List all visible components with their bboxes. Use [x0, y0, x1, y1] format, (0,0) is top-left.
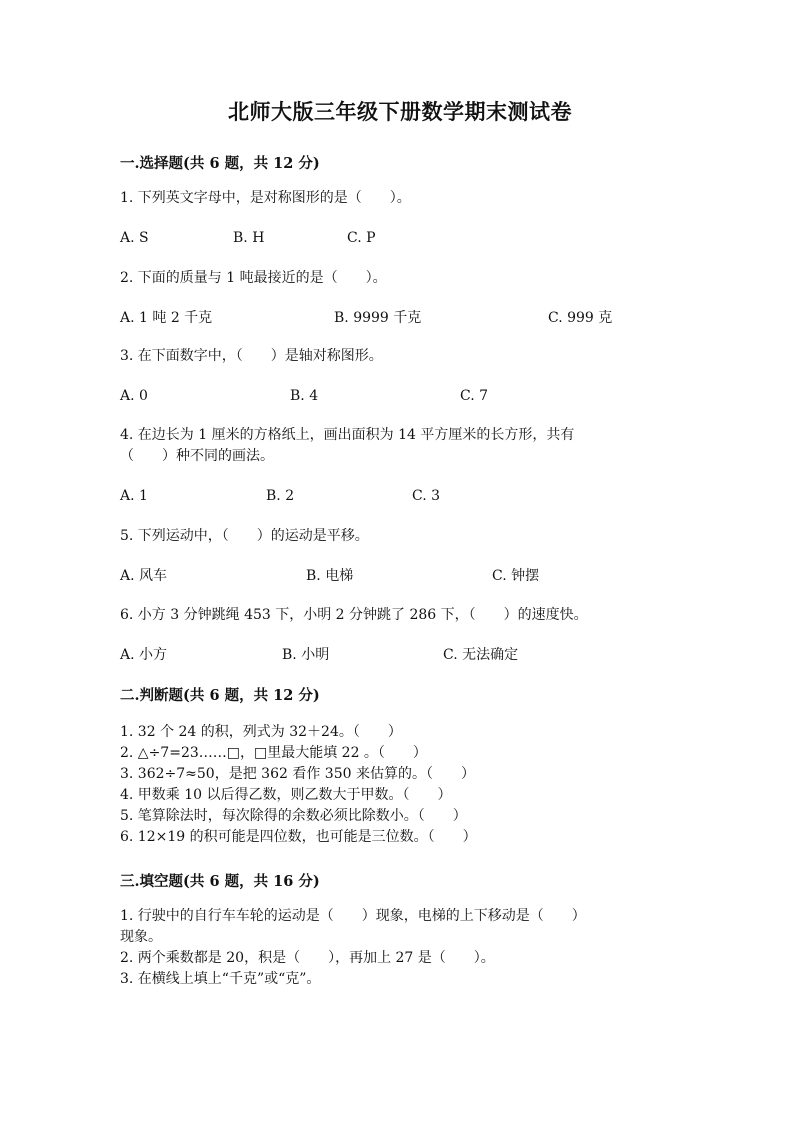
judgement-item-1: 1. 32 个 24 的积，列式为 32＋24。（ ）: [120, 724, 402, 740]
question-2-option-b: B. 9999 千克: [334, 310, 422, 326]
question-5-option-a: A. 风车: [120, 568, 168, 584]
page-title: 北师大版三年级下册数学期末测试卷: [228, 99, 572, 124]
question-4-option-b: B. 2: [266, 488, 295, 504]
question-3-option-a: A. 0: [120, 388, 148, 404]
question-4-line-2: （ ）种不同的画法。: [120, 448, 274, 464]
question-5: 5. 下列运动中，（ ）的运动是平移。: [120, 528, 369, 544]
question-3-option-c: C. 7: [460, 388, 489, 404]
question-1-option-c: C. P: [347, 230, 376, 246]
fill-in-line-3: 2. 两个乘数都是 20，积是（ ），再加上 27 是（ ）。: [120, 950, 495, 966]
judgement-item-5: 5. 笔算除法时，每次除得的余数必须比除数小。（ ）: [120, 808, 467, 824]
question-6-option-b: B. 小明: [282, 647, 330, 663]
question-1-option-b: B. H: [233, 230, 265, 246]
question-4-option-a: A. 1: [120, 488, 148, 504]
question-3: 3. 在下面数字中，（ ）是轴对称图形。: [120, 348, 383, 364]
question-1-option-a: A. S: [120, 230, 149, 246]
judgement-item-6: 6. 12×19 的积可能是四位数，也可能是三位数。（ ）: [120, 829, 477, 845]
fill-in-line-4: 3. 在横线上填上“千克”或“克”。: [120, 971, 321, 987]
question-6-option-c: C. 无法确定: [443, 647, 519, 663]
question-3-option-b: B. 4: [290, 388, 319, 404]
question-4-option-c: C. 3: [412, 488, 441, 504]
section-heading-true-false: 二.判断题(共 6 题，共 12 分): [120, 687, 320, 704]
fill-in-line-1: 1. 行驶中的自行车车轮的运动是（ ）现象，电梯的上下移动是（ ）: [120, 908, 586, 924]
question-1: 1. 下列英文字母中，是对称图形的是（ ）。: [120, 190, 411, 206]
question-2-option-c: C. 999 克: [548, 310, 613, 326]
question-6-option-a: A. 小方: [120, 647, 168, 663]
section-heading-fill-in: 三.填空题(共 6 题，共 16 分): [120, 873, 320, 890]
judgement-item-4: 4. 甲数乘 10 以后得乙数，则乙数大于甲数。（ ）: [120, 787, 452, 803]
judgement-item-2: 2. △÷7=23……□，□里最大能填 22 。（ ）: [120, 745, 427, 761]
question-5-option-c: C. 钟摆: [492, 568, 540, 584]
question-4-line-1: 4. 在边长为 1 厘米的方格纸上，画出面积为 14 平方厘米的长方形，共有: [120, 427, 575, 443]
question-2: 2. 下面的质量与 1 吨最接近的是（ ）。: [120, 270, 387, 286]
question-2-option-a: A. 1 吨 2 千克: [120, 310, 213, 326]
fill-in-line-2: 现象。: [120, 929, 162, 945]
question-6: 6. 小方 3 分钟跳绳 453 下，小明 2 分钟跳了 286 下，（ ）的速度快。: [120, 607, 588, 623]
question-5-option-b: B. 电梯: [306, 568, 354, 584]
judgement-item-3: 3. 362÷7≈50，是把 362 看作 350 来估算的。（ ）: [120, 766, 475, 782]
section-heading-choice: 一.选择题(共 6 题，共 12 分): [120, 155, 320, 172]
